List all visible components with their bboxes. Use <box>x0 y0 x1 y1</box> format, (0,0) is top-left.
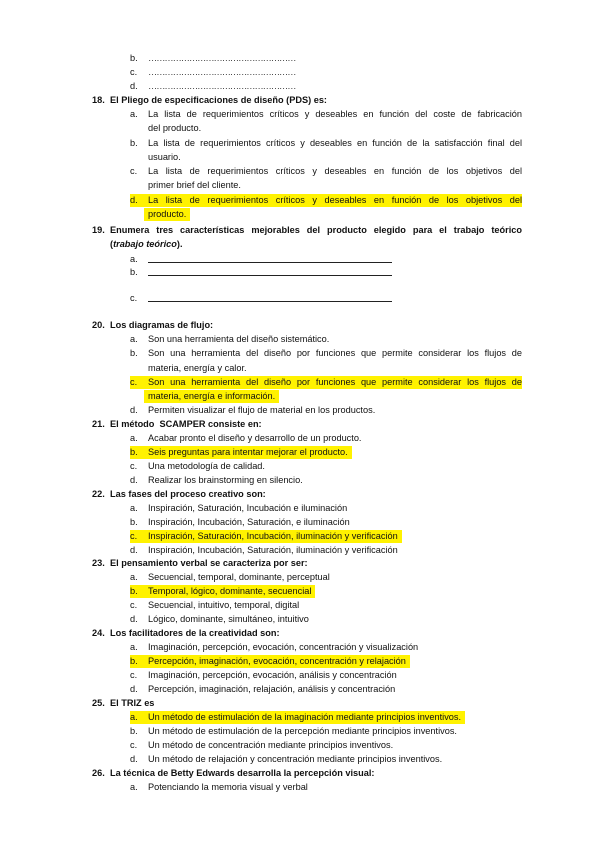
option-letter: a. <box>130 334 138 344</box>
option-letter: a. <box>130 642 138 652</box>
question-19-cont <box>110 238 183 251</box>
option-text-highlighted: Un método de estimulación de la imaginación mediante principios inventivos. <box>144 711 465 724</box>
option-text-highlighted: La lista de requerimientos críticos y deseables en función de los objetivos del <box>144 194 522 207</box>
question-number: 23. <box>92 558 105 568</box>
option-text: Inspiración, Incubación, Saturación, iluminación y verificación <box>148 545 398 555</box>
option-letter: b. <box>130 726 138 736</box>
question-number: 22. <box>92 489 105 499</box>
option-text: Un método de relajación y concentración mediante principios inventivos. <box>148 754 443 764</box>
option-text-highlighted: producto. <box>144 208 190 221</box>
question-text: Los facilitadores de la creatividad son: <box>110 628 280 638</box>
option-text: La lista de requerimientos críticos y deseables en función del coste de fabricación <box>148 109 522 119</box>
option-text: La lista de requerimientos críticos y deseables en función de los objetivos del <box>148 166 522 176</box>
question-text: Los diagramas de flujo: <box>110 320 214 330</box>
option-text: Secuencial, intuitivo, temporal, digital <box>148 600 300 610</box>
option-letter: a. <box>130 572 138 582</box>
option-letter: d. <box>130 754 138 764</box>
paren-open: ( <box>110 239 114 249</box>
option-text-highlighted: Son una herramienta del diseño por funciones que permite considerar los flujos de <box>144 376 522 389</box>
option-letter: b. <box>130 348 138 358</box>
option-text: Percepción, imaginación, relajación, análisis y concentración <box>148 684 396 694</box>
option-text: Son una herramienta del diseño por funciones que permite considerar los flujos de <box>148 348 522 358</box>
paren-close: ). <box>176 239 183 249</box>
option-text: usuario. <box>148 152 181 162</box>
option-letter: d. <box>130 194 144 207</box>
question-text: El TRIZ es <box>110 698 155 708</box>
question-24 <box>92 627 280 640</box>
question-text: El método SCAMPER consiste en: <box>110 419 262 429</box>
option-text: Son una herramienta del diseño sistemático. <box>148 334 330 344</box>
option-letter: c. <box>130 670 138 680</box>
question-22 <box>92 488 266 501</box>
option-text: Secuencial, temporal, dominante, perceptual <box>148 572 330 582</box>
question-23 <box>92 557 308 570</box>
option-letter: d. <box>130 614 138 624</box>
option-text-highlighted: materia, energía e información. <box>144 390 279 403</box>
question-25 <box>92 697 154 710</box>
dotted-answer-line: ……………………………………………… <box>148 67 296 77</box>
question-20 <box>92 319 213 332</box>
question-text: Enumera tres características mejorables del producto elegido para el trabajo teórico <box>110 225 522 235</box>
option-letter: d. <box>130 81 138 91</box>
option-letter: c. <box>130 67 138 77</box>
option-text: La lista de requerimientos críticos y deseables en función de la satisfacción final del <box>148 138 522 148</box>
option-text-highlighted: Seis preguntas para intentar mejorar el producto. <box>144 446 352 459</box>
question-26 <box>92 767 375 780</box>
question-number: 26. <box>92 768 105 778</box>
question-number: 18. <box>92 95 105 105</box>
option-letter: b. <box>130 517 138 527</box>
question-number: 20. <box>92 320 105 330</box>
dotted-answer-line: ……………………………………………… <box>148 53 296 63</box>
option-text: Imaginación, percepción, evocación, análisis y concentración <box>148 670 397 680</box>
question-number: 19. <box>92 225 105 235</box>
option-letter: b. <box>130 138 138 148</box>
question-19 <box>92 224 522 237</box>
option-letter: d. <box>130 684 138 694</box>
option-letter: a. <box>130 782 138 792</box>
question-21 <box>92 418 262 431</box>
option-text: primer brief del cliente. <box>148 180 241 190</box>
option-text: Un método de estimulación de la percepción mediante principios inventivos. <box>148 726 457 736</box>
option-text: Lógico, dominante, simultáneo, intuitivo <box>148 614 309 624</box>
option-letter: b. <box>130 53 138 63</box>
question-number: 25. <box>92 698 105 708</box>
option-text: Un método de concentración mediante principios inventivos. <box>148 740 394 750</box>
option-letter: a. <box>130 433 138 443</box>
option-letter: c. <box>130 166 138 176</box>
option-letter: b. <box>130 446 144 459</box>
option-letter: b. <box>130 585 144 598</box>
question-18 <box>92 94 327 107</box>
option-letter: c. <box>130 461 138 471</box>
question-text-italic: trabajo teórico <box>113 239 177 249</box>
option-text: del producto. <box>148 123 202 133</box>
option-text: Acabar pronto el diseño y desarrollo de un producto. <box>148 433 362 443</box>
question-text: Las fases del proceso creativo son: <box>110 489 266 499</box>
option-text: Inspiración, Saturación, Incubación e iluminación <box>148 503 348 513</box>
question-text: El Pliego de especificaciones de diseño (PDS) es: <box>110 95 327 105</box>
option-letter: b. <box>130 267 138 277</box>
option-letter: d. <box>130 475 138 485</box>
question-text: La técnica de Betty Edwards desarrolla la percepción visual: <box>110 768 375 778</box>
option-letter: d. <box>130 405 138 415</box>
option-text: Realizar los brainstorming en silencio. <box>148 475 303 485</box>
option-letter: c. <box>130 530 144 543</box>
option-letter: c. <box>130 376 144 389</box>
option-letter: c. <box>130 740 138 750</box>
option-text: Imaginación, percepción, evocación, concentración y visualización <box>148 642 419 652</box>
option-text: materia, energía y calor. <box>148 363 247 373</box>
option-text-highlighted: Inspiración, Saturación, Incubación, iluminación y verificación <box>144 530 402 543</box>
option-letter: d. <box>130 545 138 555</box>
option-text: Una metodología de calidad. <box>148 461 265 471</box>
option-letter: a. <box>130 503 138 513</box>
question-text: El pensamiento verbal se caracteriza por ser: <box>110 558 308 568</box>
option-letter: c. <box>130 293 138 303</box>
option-letter: a. <box>130 109 138 119</box>
answer-blank-line[interactable] <box>148 266 392 280</box>
answer-blank-line[interactable] <box>148 292 392 306</box>
dotted-answer-line: ……………………………………………… <box>148 81 296 91</box>
option-text-highlighted: Temporal, lógico, dominante, secuencial <box>144 585 315 598</box>
option-text-highlighted: Percepción, imaginación, evocación, concentración y relajación <box>144 655 410 668</box>
option-letter: b. <box>130 655 144 668</box>
option-text: Inspiración, Incubación, Saturación, e iluminación <box>148 517 350 527</box>
question-number: 21. <box>92 419 105 429</box>
answer-blank-line[interactable] <box>148 253 392 267</box>
option-text: Permiten visualizar el flujo de material en los productos. <box>148 405 376 415</box>
option-letter: a. <box>130 254 138 264</box>
option-letter: c. <box>130 600 138 610</box>
option-text: Potenciando la memoria visual y verbal <box>148 782 308 792</box>
option-letter: a. <box>130 711 144 724</box>
question-number: 24. <box>92 628 105 638</box>
